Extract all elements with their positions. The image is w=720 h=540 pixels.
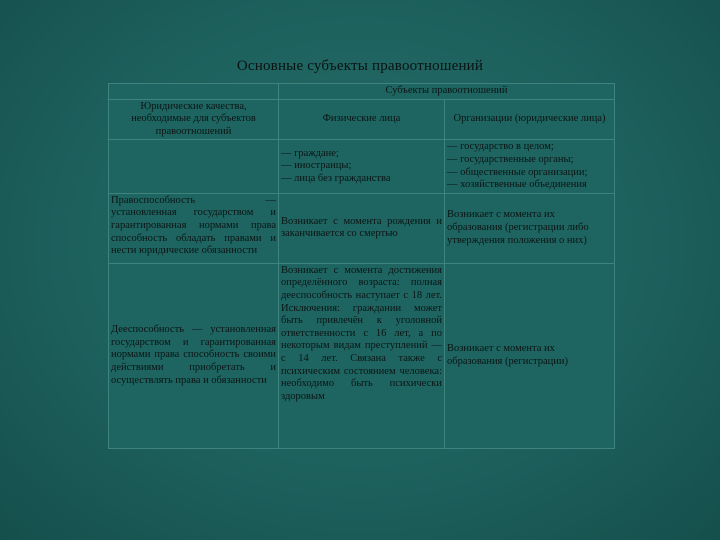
kind-item: — государственные органы; [447, 153, 574, 165]
kind-item: — хозяйственные объединения [447, 179, 587, 191]
table-row [109, 84, 615, 100]
individuals-header-cell: Физические лица [279, 99, 445, 140]
table-row [109, 193, 615, 263]
individuals-kinds-cell [279, 140, 445, 193]
active-capacity-organizations: Возникает с момента их образования (регистрации) [445, 263, 615, 448]
active-capacity-definition: Дееспособность — установленная государством и гарантированная нормами права способность своими действиями приобретать и осуществлять права и обязанности [109, 263, 279, 448]
kind-item: — граждане; [281, 147, 339, 159]
group-header-cell: Субъекты правоотношений [279, 84, 615, 100]
header-corner-cell [109, 84, 279, 100]
kind-item: — государство в целом; [447, 141, 554, 153]
qualities-header-cell: Юридические качества, необходимые для субъектов правоотношений [109, 99, 279, 140]
kind-item: — общественные организации; [447, 166, 588, 178]
legal-capacity-organizations: Возникает с момента их образования (регистрации либо утверждения положения о них) [445, 193, 615, 263]
legal-capacity-definition: Правоспособность — установленная государством и гарантированная нормами права способность обладать правами и нести юридические обязанности [109, 193, 279, 263]
slide-title: Основные субъекты правоотношений [236, 58, 484, 74]
active-capacity-individuals: Возникает с момента достижения определённого возраста: полная дееспособность наступает с 18 лет. Исключения: граждании может быть привлечён к уголовной ответственности с 16 лет, а по некоторым видам преступлений — с 14 лет. Связана также с психическим состоянием человека: необходимо быть психически здоровым [279, 263, 445, 448]
legal-capacity-individuals: Возникает с момента рождения и заканчивается со смертью [279, 193, 445, 263]
organizations-kinds-cell [445, 140, 615, 193]
kind-item: — лица без гражданства [281, 172, 391, 184]
subjects-table [108, 83, 615, 449]
organizations-header-cell: Организации (юридические лица) [445, 99, 615, 140]
table-row [109, 263, 615, 448]
kind-item: — иностранцы; [281, 160, 352, 172]
table-row [109, 99, 615, 140]
empty-cell [109, 140, 279, 193]
table-row [109, 140, 615, 193]
